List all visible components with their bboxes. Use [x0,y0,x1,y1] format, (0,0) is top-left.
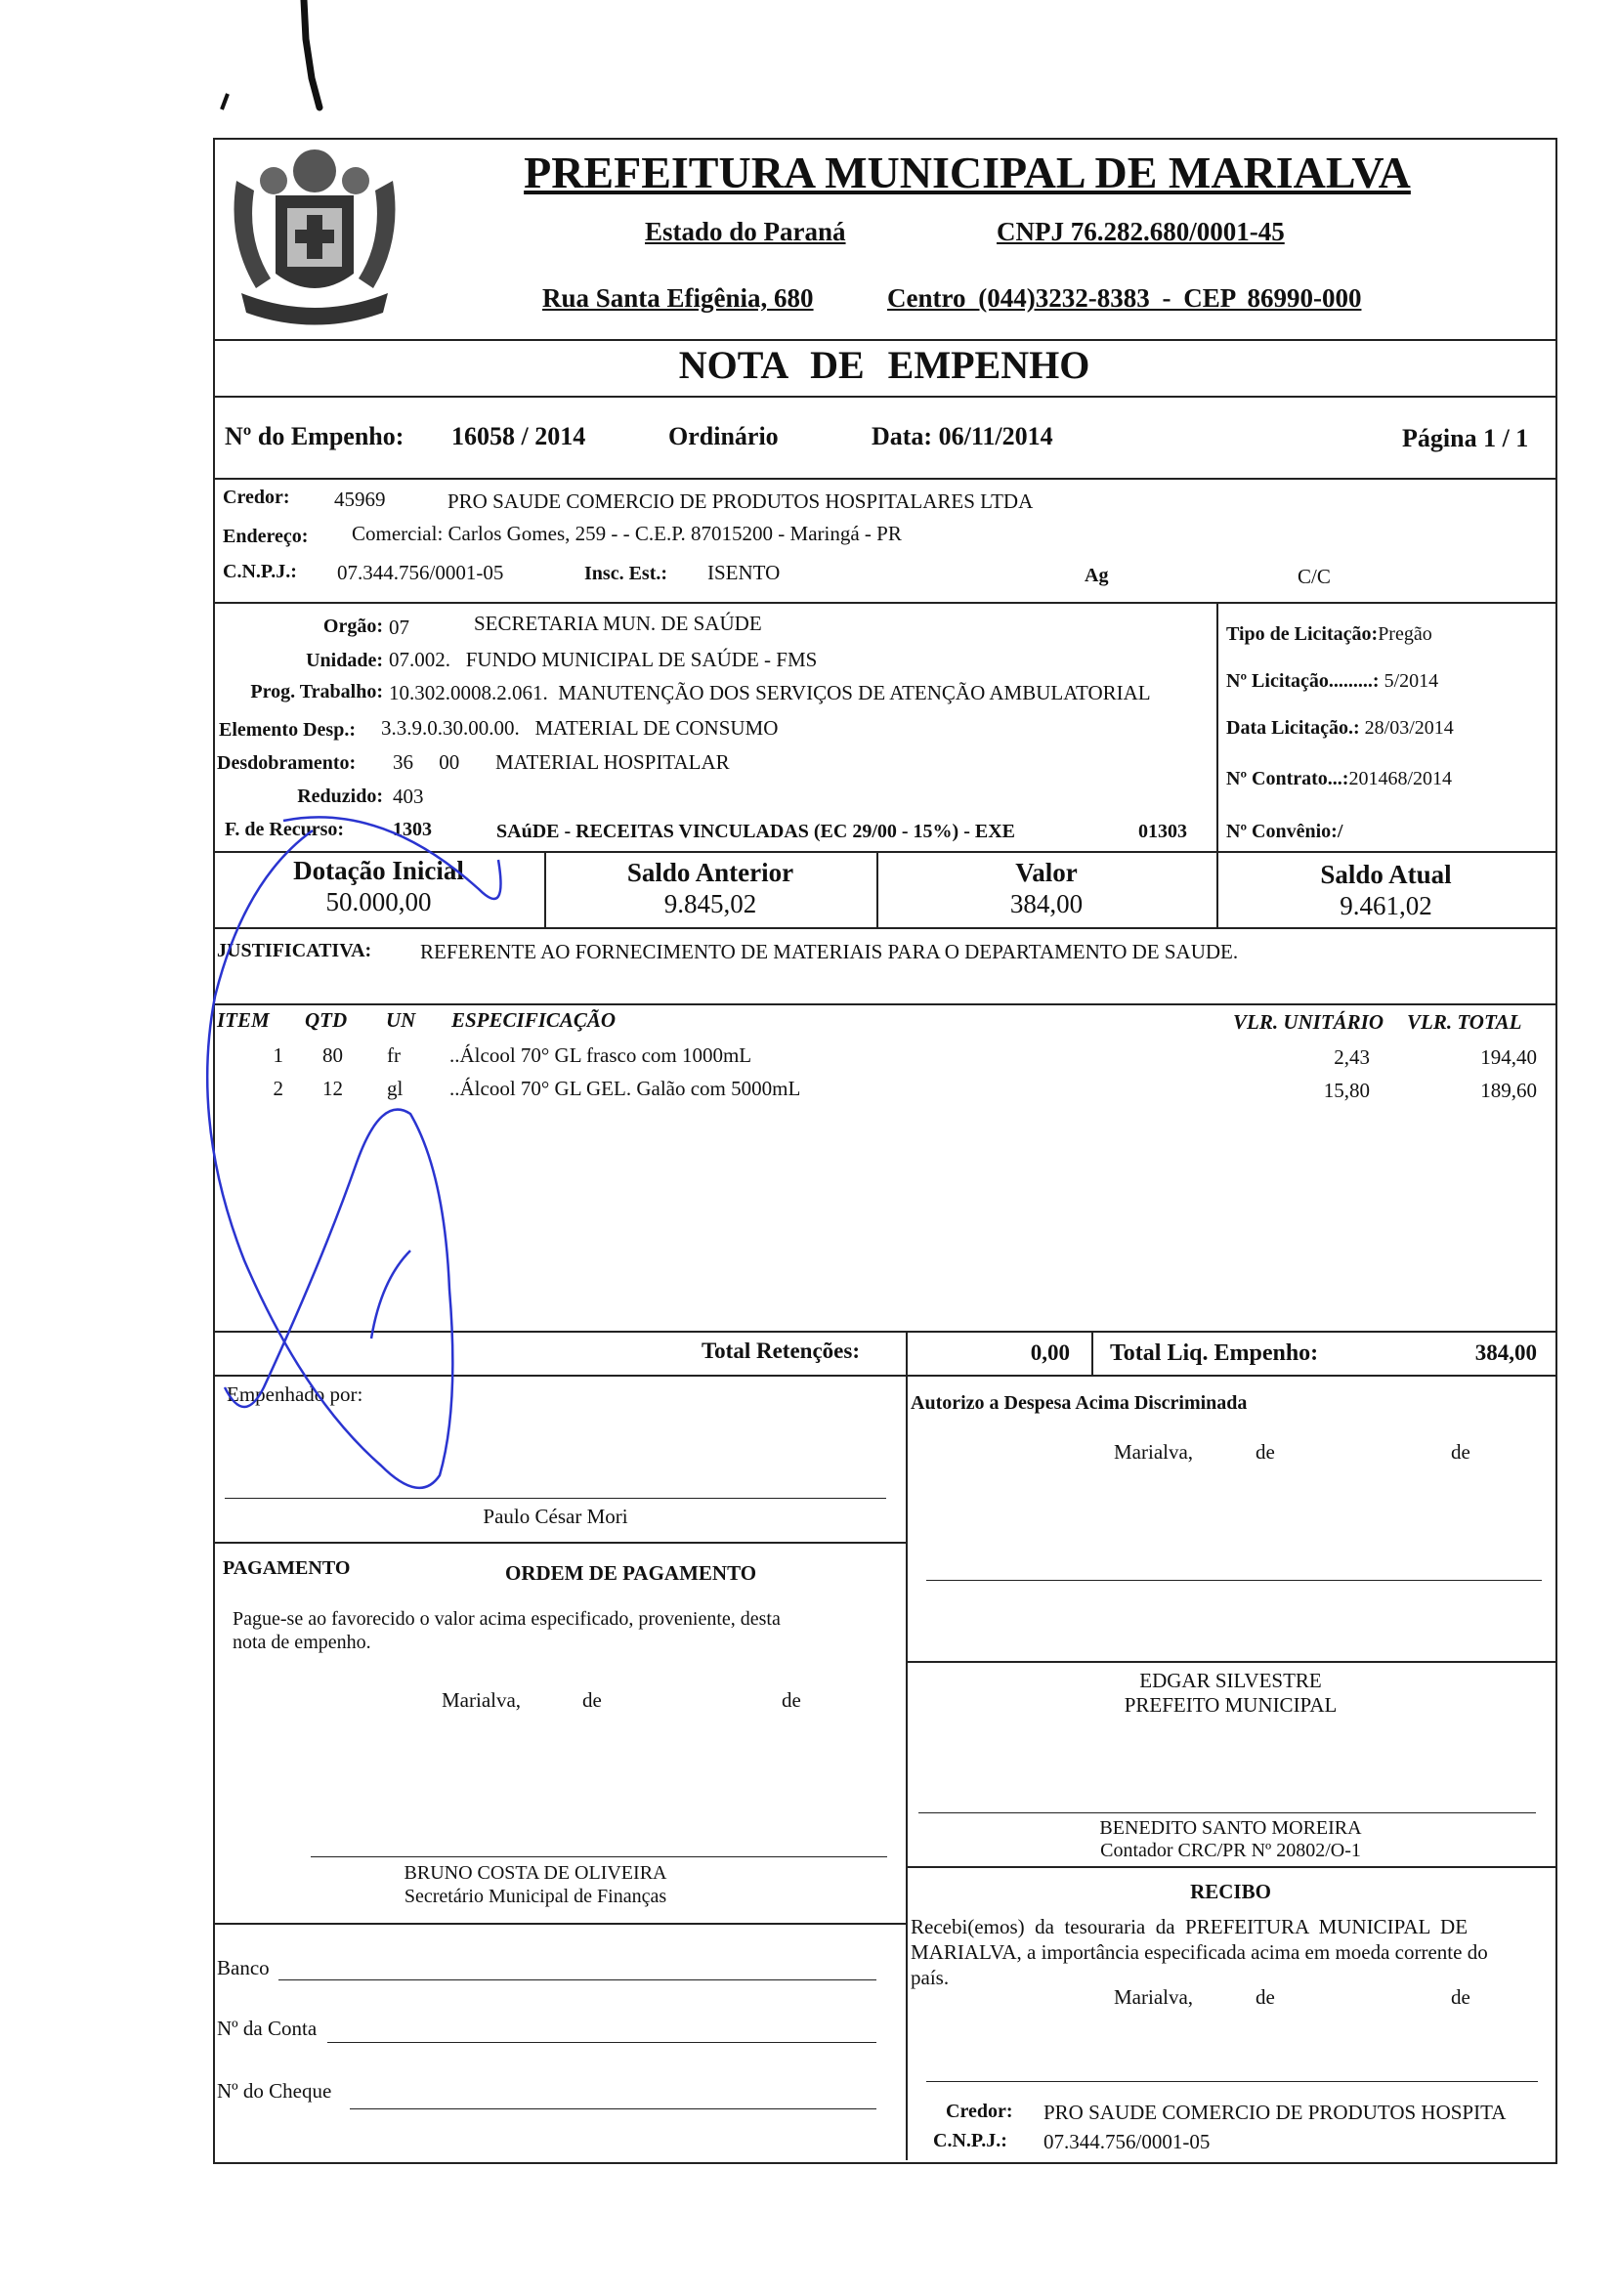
cc-label: C/C [1298,565,1331,588]
recurso-label: F. de Recurso: [225,819,345,840]
table-row-2-qtd: 12 [322,1077,343,1100]
recibo-local: Marialva, [1114,1985,1194,2009]
unidade-value: 07.002. FUNDO MUNICIPAL DE SAÚDE - FMS [389,648,818,671]
ordem-pagamento-label: ORDEM DE PAGAMENTO [505,1561,757,1585]
qtd-header: QTD [305,1008,348,1032]
prefeito-nome: EDGAR SILVESTRE [1139,1669,1322,1692]
table-row-2-item: 2 [273,1077,283,1100]
pagamento-local: Marialva, [442,1688,522,1712]
pagamento-text-2: nota de empenho. [233,1632,371,1653]
document-title: NOTA DE EMPENHO [678,343,1090,387]
autorizo-label: Autorizo a Despesa Acima Discriminada [911,1392,1248,1414]
reduzido-value: 403 [393,785,424,808]
municipal-seal-icon [217,142,412,337]
rodape-credor-label: Credor: [946,2101,1013,2122]
numero-licitacao: Nº Licitação.........: 5/2014 [1226,670,1439,692]
endereco-label: Endereço: [223,526,309,547]
estado-label: Estado do Paraná [645,217,846,246]
address-label: Centro (044)3232-8383 - CEP 86990-000 [887,283,1362,313]
table-row-1-espec: ..Álcool 70° GL frasco com 1000mL [449,1043,752,1067]
ag-label: Ag [1085,565,1109,586]
valor-value: 384,00 [1009,889,1084,918]
total-header: VLR. TOTAL [1407,1010,1522,1034]
empenho-label: Nº do Empenho: [225,422,404,450]
justificativa-text: REFERENTE AO FORNECIMENTO DE MATERIAIS PARA O DEPARTAMENTO DE SAUDE. [420,940,1239,963]
pagamento-text-1: Pague-se ao favorecido o valor acima especificado, proveniente, desta [233,1608,781,1630]
numero-contrato: Nº Contrato...:201468/2014 [1226,768,1453,789]
table-row-1-qtd: 80 [322,1043,343,1067]
recibo-line-1: Recebi(emos) da tesouraria da PREFEITURA MUNICIPAL DE [911,1915,1469,1938]
reduzido-label: Reduzido: [297,786,383,807]
cnpj-label: CNPJ 76.282.680/0001-45 [997,217,1285,246]
recibo-line-3: país. [911,1966,950,1989]
orgao-name: SECRETARIA MUN. DE SAÚDE [474,612,762,635]
retencoes-value: 0,00 [1030,1340,1070,1365]
recibo-de2: de [1451,1985,1470,2009]
un-header: UN [386,1008,416,1032]
liquido-value: 384,00 [1474,1340,1537,1365]
credor-code: 45969 [334,488,386,511]
table-row-2-un: gl [387,1077,404,1100]
conta-label: Nº da Conta [217,2017,318,2040]
autorizo-de2: de [1451,1440,1470,1464]
pagamento-de2: de [782,1688,801,1712]
saldo-anterior-value: 9.845,02 [663,889,757,918]
street-label: Rua Santa Efigênia, 680 [542,283,814,313]
pen-mark [210,0,327,117]
recurso-number: 01303 [1138,821,1187,842]
table-row-2-total: 189,60 [1480,1079,1537,1102]
espec-header: ESPECIFICAÇÃO [451,1008,617,1032]
signature-scribble [186,801,674,1583]
credor-name: PRO SAUDE COMERCIO DE PRODUTOS HOSPITALARES LTDA [447,489,1034,513]
insc-value: ISENTO [707,561,781,584]
orgao-label: Orgão: [322,616,383,637]
credor-label: Credor: [223,487,290,508]
unit-header: VLR. UNITÁRIO [1233,1010,1384,1034]
rodape-credor: PRO SAUDE COMERCIO DE PRODUTOS HOSPITA [1043,2101,1507,2124]
empenhado-nome: Paulo César Mori [483,1505,628,1528]
page-title: PREFEITURA MUNICIPAL DE MARIALVA [524,148,1411,197]
credor-address: Comercial: Carlos Gomes, 259 - - C.E.P. 87015200 - Maringá - PR [352,522,902,545]
cheque-label: Nº do Cheque [217,2079,332,2103]
prog-trabalho-label: Prog. Trabalho: [250,681,383,702]
saldo-atual-label: Saldo Atual [1320,860,1452,889]
empenhado-label: Empenhado por: [227,1382,363,1406]
rodape-cnpj: 07.344.756/0001-05 [1043,2130,1211,2153]
dotacao-value: 50.000,00 [325,887,432,916]
saldo-anterior-label: Saldo Anterior [626,858,794,887]
rodape-cnpj-label: C.N.P.J.: [933,2130,1007,2151]
elemento-label: Elemento Desp.: [219,719,356,741]
table-row-2-unit: 15,80 [1323,1079,1370,1102]
retencoes-label: Total Retenções: [701,1339,860,1363]
data-licitacao: Data Licitação.: 28/03/2014 [1226,717,1454,739]
empenho-date: Data: 06/11/2014 [872,422,1053,450]
liquido-label: Total Liq. Empenho: [1110,1340,1319,1366]
secretario-nome: BRUNO COSTA DE OLIVEIRA [404,1862,667,1884]
tipo-licitacao: Tipo de Licitação:Pregão [1226,623,1432,645]
recibo-de1: de [1256,1985,1275,2009]
orgao-code: 07 [389,616,409,639]
prefeito-cargo: PREFEITO MUNICIPAL [1124,1693,1338,1717]
justificativa-label: JUSTIFICATIVA: [217,940,372,961]
pagamento-de1: de [582,1688,602,1712]
credor-cnpj: 07.344.756/0001-05 [337,561,504,584]
unidade-label: Unidade: [306,650,383,671]
prog-trabalho-value: 10.302.0008.2.061. MANUTENÇÃO DOS SERVIÇOS DE ATENÇÃO AMBULATORIAL [389,681,1151,704]
contador-cargo: Contador CRC/PR Nº 20802/O-1 [1100,1840,1361,1861]
valor-label: Valor [1015,858,1078,887]
autorizo-local: Marialva, [1114,1440,1194,1464]
desdobramento-label: Desdobramento: [217,752,357,774]
autorizo-de1: de [1256,1440,1275,1464]
table-row-1-total: 194,40 [1480,1045,1537,1069]
numero-convenio: Nº Convênio:/ [1226,821,1343,842]
pagamento-label: PAGAMENTO [223,1557,351,1579]
elemento-value: 3.3.9.0.30.00.00. MATERIAL DE CONSUMO [381,716,779,740]
table-row-1-item: 1 [273,1043,283,1067]
empenho-number: 16058 / 2014 [451,422,586,450]
table-row-1-unit: 2,43 [1334,1045,1370,1069]
saldo-atual-value: 9.461,02 [1340,891,1432,920]
recurso-desc: SAúDE - RECEITAS VINCULADAS (EC 29/00 - 15%) - EXE [496,821,1015,842]
table-row-2-espec: ..Álcool 70° GL GEL. Galão com 5000mL [449,1077,801,1100]
recibo-line-2: MARIALVA, a importância especificada acima em moeda corrente do [911,1940,1488,1964]
table-row-1-un: fr [387,1043,401,1067]
secretario-cargo: Secretário Municipal de Finanças [404,1886,667,1907]
desdobramento-value: 36 00 MATERIAL HOSPITALAR [393,750,730,774]
banco-label: Banco [217,1956,270,1979]
empenho-type: Ordinário [668,422,779,450]
cnpj-label-credor: C.N.P.J.: [223,561,297,582]
insc-label: Insc. Est.: [584,563,668,584]
dotacao-label: Dotação Inicial [293,856,464,885]
seal-ribbon-text: MARIALVA [285,293,344,305]
contador-nome: BENEDITO SANTO MOREIRA [1099,1817,1362,1839]
recurso-code: 1303 [393,819,432,840]
recibo-label: RECIBO [1190,1880,1271,1903]
item-header: ITEM [217,1008,270,1032]
page-number: Página 1 / 1 [1402,424,1529,452]
